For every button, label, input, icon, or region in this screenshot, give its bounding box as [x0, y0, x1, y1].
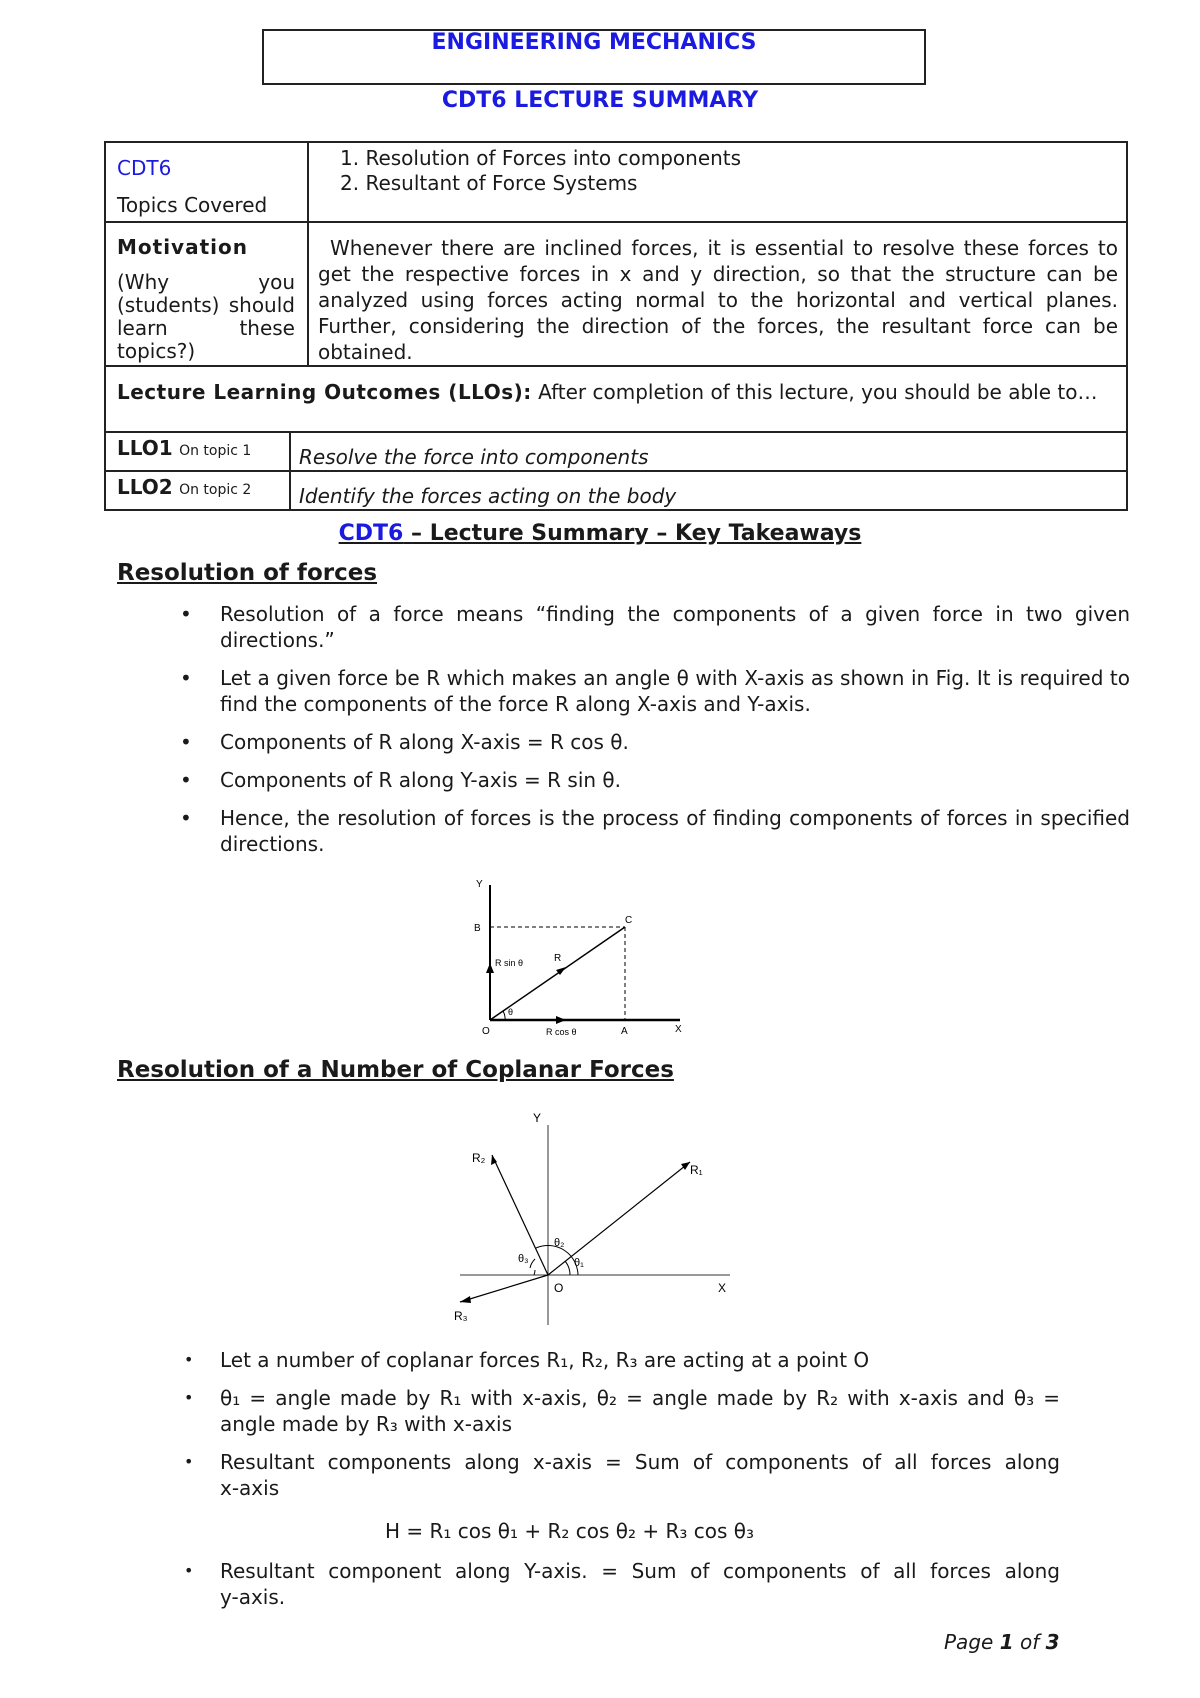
fig2-label-t1: θ₁	[574, 1257, 584, 1269]
list-item: • Let a given force be R which makes an angle θ with X-axis as shown in Fig. It is required to find the components of the force R along X-axis and Y-axis.	[180, 666, 1130, 716]
motivation-subtitle: (Why you (students) should learn these topics?)	[117, 270, 295, 363]
document-subtitle: CDT6 LECTURE SUMMARY	[441, 88, 759, 113]
list-item: • Hence, the resolution of forces is the process of finding components of forces in specified directions.	[180, 806, 1130, 856]
list-item: • Resolution of a force means “finding the components of a given force in two given directions.”	[180, 602, 1130, 652]
topic-item-2: 2. Resultant of Force Systems	[340, 171, 638, 195]
resolution-diagram	[470, 875, 690, 1040]
fig1-label-x: X	[675, 1024, 682, 1035]
motivation-label: Motivation	[117, 235, 248, 259]
list-item: • Resultant components along x-axis = Sum of components of all forces along x-axis	[184, 1450, 1060, 1500]
topics-label: Topics Covered	[117, 193, 268, 217]
fig1-label-rsin: R sin θ	[495, 958, 524, 968]
llo1-text: Resolve the force into components	[299, 445, 649, 469]
coplanar-forces-diagram	[450, 1110, 740, 1330]
fig2-label-t2: θ₂	[554, 1237, 565, 1249]
llo2-code: LLO2 On topic 2	[117, 475, 252, 499]
topic-item-1: 1. Resolution of Forces into components	[340, 146, 742, 170]
topics-code: CDT6	[117, 156, 172, 180]
fig1-label-r: R	[554, 953, 562, 964]
takeaways-text: – Lecture Summary – Key Takeaways	[411, 521, 862, 546]
formula-h: H = R₁ cos θ₁ + R₂ cos θ₂ + R₃ cos θ₃	[385, 1519, 755, 1543]
fig2-label-y: Y	[533, 1111, 542, 1125]
llo1-code: LLO1 On topic 1	[117, 436, 252, 460]
fig1-label-y: Y	[476, 879, 483, 890]
fig1-label-a: A	[621, 1026, 628, 1037]
list-item: • Resultant component along Y-axis. = Sum of components of all forces along y-axis.	[184, 1559, 1060, 1609]
fig2-label-r1: R₁	[690, 1163, 703, 1177]
fig1-label-b: B	[474, 923, 481, 934]
fig2-label-o: O	[554, 1281, 564, 1295]
summary-table	[104, 141, 1128, 511]
takeaways-code: CDT6	[338, 521, 404, 546]
fig1-label-c: C	[625, 915, 633, 926]
fig1-label-o: O	[482, 1026, 490, 1037]
llo2-text: Identify the forces acting on the body	[299, 484, 677, 508]
llo2-topic: On topic 2	[179, 482, 252, 498]
llo1-topic: On topic 1	[179, 443, 252, 459]
llo-intro	[117, 379, 1117, 405]
llo-intro-text: After completion of this lecture, you should be able to…	[538, 380, 1098, 404]
document-title: ENGINEERING MECHANICS	[431, 30, 757, 55]
section1-title: Resolution of forces	[117, 560, 378, 586]
takeaways-heading	[0, 521, 1200, 546]
fig2-label-x: X	[718, 1281, 727, 1295]
fig1-label-theta: θ	[508, 1007, 514, 1017]
fig2-label-r3: R₃	[454, 1309, 468, 1323]
list-item: • Components of R along X-axis = R cos θ.	[180, 730, 629, 754]
llo-label: Lecture Learning Outcomes (LLOs):	[117, 380, 532, 404]
fig2-label-t3: θ₃	[518, 1253, 529, 1265]
list-item: • Let a number of coplanar forces R₁, R₂, R₃ are acting at a point O	[184, 1348, 870, 1372]
fig1-label-rcos: R cos θ	[546, 1027, 577, 1037]
list-item: • Components of R along Y-axis = R sin θ.	[180, 768, 622, 792]
motivation-text: Whenever there are inclined forces, it is essential to resolve these forces to get the respective forces in x and y direction, so that the structure can be analyzed using forces acting normal to the horizontal and vertical planes. Further, considering the direction of the forces, the resultant force can be obtained.	[318, 236, 1118, 364]
list-item: • θ₁ = angle made by R₁ with x-axis, θ₂ = angle made by R₂ with x-axis and θ₃ = angle made by R₃ with x-axis	[184, 1386, 1060, 1436]
page-number: Page 1 of 3	[944, 1630, 1060, 1654]
section2-title: Resolution of a Number of Coplanar Forces	[117, 1057, 674, 1083]
fig2-label-r2: R₂	[472, 1151, 486, 1165]
